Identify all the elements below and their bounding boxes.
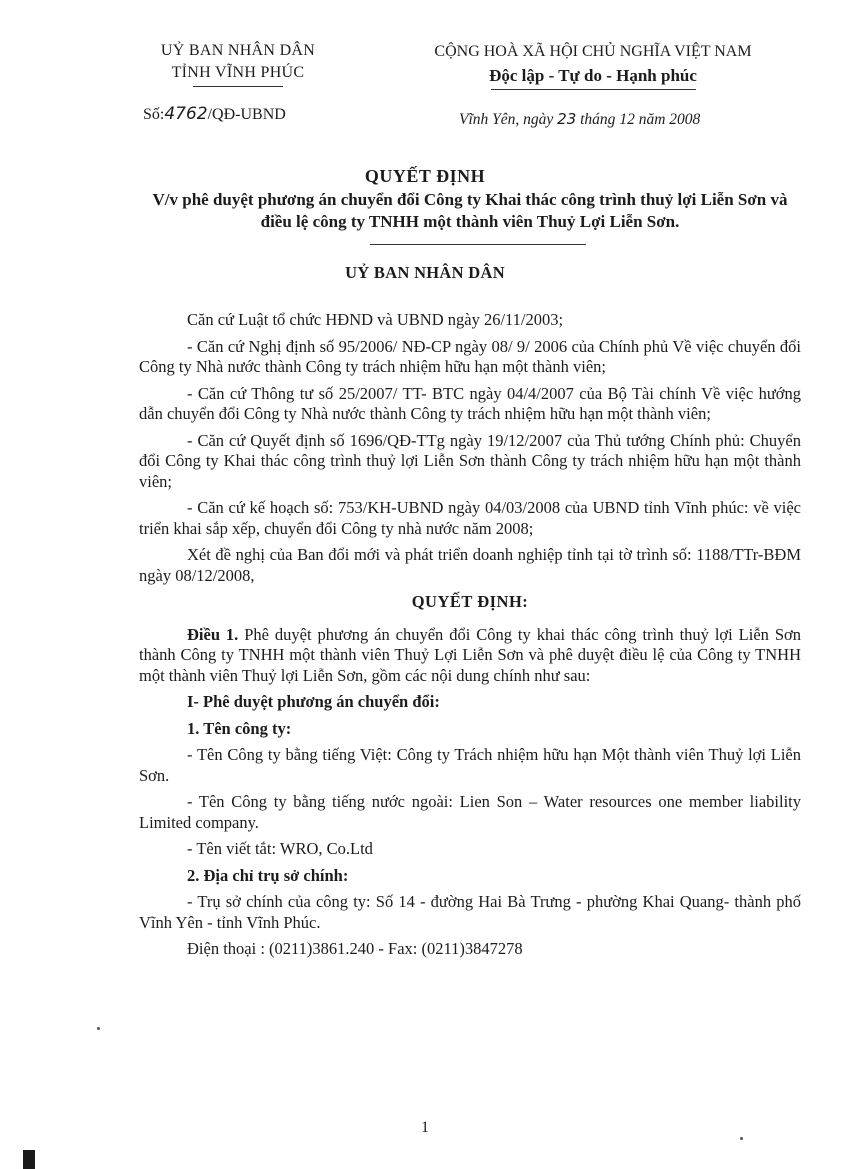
- document-number: [143, 104, 286, 124]
- preamble-item: - Căn cứ Thông tư số 25/2007/ TT- BTC ngày 04/4/2007 của Bộ Tài chính Về việc hướng dẫn chuyển đổi Công ty Nhà nước thành Công ty trách nhiệm hữu hạn một thành viên;: [139, 383, 801, 423]
- national-motto: Độc lập - Tự do - Hạnh phúc: [489, 66, 697, 85]
- issue-date: [459, 110, 700, 129]
- motto-underline: [491, 89, 696, 90]
- item-2-title: 2. Địa chỉ trụ sở chính:: [187, 865, 349, 885]
- company-name-foreign: - Tên Công ty bằng tiếng nước ngoài: Lien Son – Water resources one member liability Limited company.: [139, 792, 801, 832]
- document-title: QUYẾT ĐỊNH: [364, 166, 486, 186]
- national-header: [388, 40, 798, 90]
- doc-number-handwritten: 4762: [164, 104, 208, 124]
- council-heading: UỶ BAN NHÂN DÂN: [345, 263, 505, 282]
- preamble-item: Căn cứ Luật tổ chức HĐND và UBND ngày 26/11/2003;: [187, 310, 564, 329]
- scan-edge-mark: [23, 1150, 35, 1169]
- company-abbreviation: - Tên viết tắt: WRO, Co.Ltd: [187, 839, 373, 858]
- issuing-authority: [138, 40, 338, 87]
- date-month: 12: [619, 111, 635, 128]
- preamble-item: Xét đề nghị của Ban đổi mới và phát triển doanh nghiệp tỉnh tại tờ trình số: 1188/TTr-BĐM ngày 08/12/2008,: [139, 545, 801, 585]
- article-1-label: Điều 1.: [187, 624, 239, 644]
- phone-fax: Điện thoại : (0211)3861.240 - Fax: (0211)3847278: [187, 939, 523, 958]
- date-prefix: Vĩnh Yên, ngày: [459, 111, 554, 128]
- scan-speck: [740, 1137, 743, 1140]
- doc-number-prefix: Số:: [143, 106, 165, 123]
- page-number: 1: [421, 1119, 429, 1136]
- preamble-item: - Căn cứ kế hoạch số: 753/KH-UBND ngày 04/03/2008 của UBND tỉnh Vĩnh phúc: về việc triển khai sắp xếp, chuyển đổi Công ty nhà nước năm 2008;: [139, 498, 801, 538]
- preamble-item: - Căn cứ Quyết định số 1696/QĐ-TTg ngày 19/12/2007 của Thủ tướng Chính phủ: Chuyển đổi Công ty Khai thác công trình thuỷ lợi Liễn Sơn thành Công ty trách nhiệm hữu hạn một thành viên;: [139, 430, 801, 491]
- head-office-address: - Trụ sở chính của công ty: Số 14 - đường Hai Bà Trưng - phường Khai Quang- thành phố Vĩnh Yên - tỉnh Vĩnh Phúc.: [139, 892, 801, 932]
- subtitle-underline: [370, 244, 586, 245]
- article-1: [139, 625, 801, 687]
- preamble-item: - Căn cứ Nghị định số 95/2006/ NĐ-CP ngày 08/ 9/ 2006 của Chính phủ Về việc chuyển đổi Công ty Nhà nước thành Công ty trách nhiệm hữu hạn một thành viên;: [139, 336, 801, 376]
- date-month-label: tháng: [580, 111, 616, 128]
- decision-heading: QUYẾT ĐỊNH:: [411, 592, 529, 611]
- date-year: năm 2008: [638, 111, 701, 128]
- item-1-title: 1. Tên công ty:: [187, 718, 292, 738]
- country-name: CỘNG HOÀ XÃ HỘI CHỦ NGHĨA VIỆT NAM: [434, 43, 752, 60]
- scan-speck: [97, 1027, 100, 1030]
- document-subtitle: V/v phê duyệt phương án chuyển đổi Công ty Khai thác công trình thuỷ lợi Liễn Sơn và điều lệ công ty TNHH một thành viên Thuỷ Lợi Liễn Sơn.: [152, 190, 788, 231]
- authority-underline: [193, 86, 283, 87]
- authority-line-2: TỈNH VĨNH PHÚC: [171, 64, 305, 81]
- document-body: [139, 310, 801, 960]
- company-name-vietnamese: - Tên Công ty bằng tiếng Việt: Công ty Trách nhiệm hữu hạn Một thành viên Thuỷ lợi Liễn Sơn.: [139, 745, 801, 785]
- date-day: 23: [557, 110, 577, 128]
- section-1-title: I- Phê duyệt phương án chuyển đổi:: [187, 692, 440, 711]
- doc-number-suffix: /QĐ-UBND: [207, 106, 286, 123]
- authority-line-1: UỶ BAN NHÂN DÂN: [160, 42, 316, 59]
- article-1-text: Phê duyệt phương án chuyển đổi Công ty khai thác công trình thuỷ lợi Liễn Sơn thành Công ty TNHH một thành viên Thuỷ Lợi Liễn Sơn và phê duyệt điều lệ của Công ty TNHH một thành viên Thuỷ lợi Liễn Sơn, gồm các nội dung chính như sau:: [139, 624, 801, 685]
